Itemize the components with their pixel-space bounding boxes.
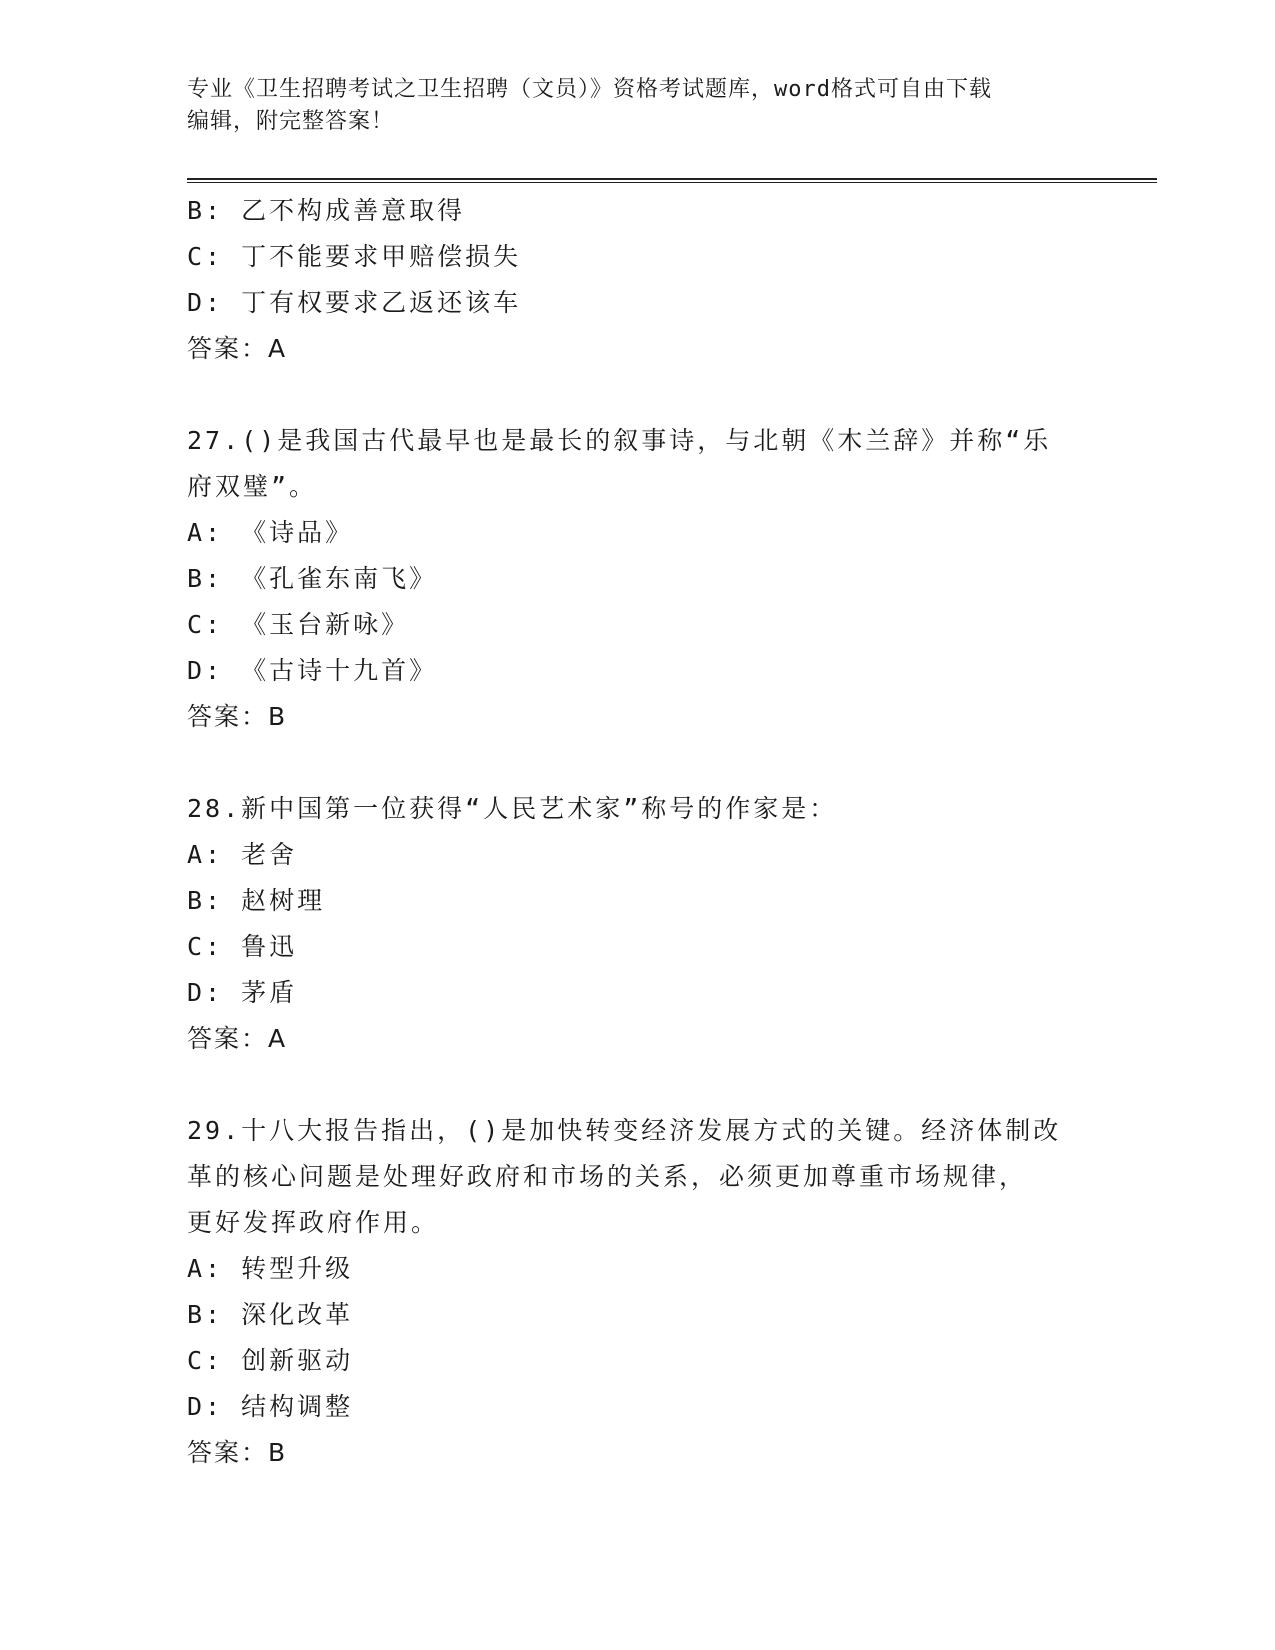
option-d: D: 丁有权要求乙返还该车 [187, 288, 522, 317]
spacer [187, 740, 1087, 786]
question-27 [187, 418, 1087, 740]
question-text-line: 革的核心问题是处理好政府和市场的关系，必须更加尊重市场规律， [187, 1162, 1028, 1191]
question-text-line: 28.新中国第一位获得“人民艺术家”称号的作家是： [187, 794, 838, 823]
header-line-2: 编辑，附完整答案！ [187, 109, 395, 134]
question-list [187, 188, 1087, 1476]
option-c: C: 丁不能要求甲赔偿损失 [187, 242, 522, 271]
option-d: D: 茅盾 [187, 978, 298, 1007]
option-d: D: 结构调整 [187, 1392, 354, 1421]
question-text-line: 27.()是我国古代最早也是最长的叙事诗，与北朝《木兰辞》并称“乐 [187, 426, 1052, 455]
question-28 [187, 786, 1087, 1062]
question-26-tail [187, 188, 1087, 372]
option-c: C: 鲁迅 [187, 932, 298, 961]
question-text-line: 更好发挥政府作用。 [187, 1208, 440, 1237]
header-divider [187, 178, 1157, 183]
answer-line: 答案：A [187, 1024, 288, 1053]
option-a: A: 老舍 [187, 840, 298, 869]
spacer [187, 372, 1087, 418]
spacer [187, 1062, 1087, 1108]
answer-line: 答案：B [187, 702, 288, 731]
option-d: D: 《古诗十九首》 [187, 656, 438, 685]
document-header [187, 74, 1087, 138]
option-a: A: 《诗品》 [187, 518, 354, 547]
answer-line: 答案：B [187, 1438, 288, 1467]
option-b: B: 赵树理 [187, 886, 326, 915]
option-c: C: 创新驱动 [187, 1346, 354, 1375]
header-line-1: 专业《卫生招聘考试之卫生招聘（文员）》资格考试题库，word格式可自由下载 [187, 77, 992, 102]
answer-line: 答案：A [187, 334, 288, 363]
option-b: B: 深化改革 [187, 1300, 354, 1329]
option-c: C: 《玉台新咏》 [187, 610, 410, 639]
option-b: B: 乙不构成善意取得 [187, 196, 466, 225]
option-a: A: 转型升级 [187, 1254, 354, 1283]
question-text-line: 府双璧”。 [187, 472, 318, 501]
option-b: B: 《孔雀东南飞》 [187, 564, 438, 593]
question-29 [187, 1108, 1087, 1476]
question-text-line: 29.十八大报告指出，()是加快转变经济发展方式的关键。经济体制改 [187, 1116, 1062, 1145]
